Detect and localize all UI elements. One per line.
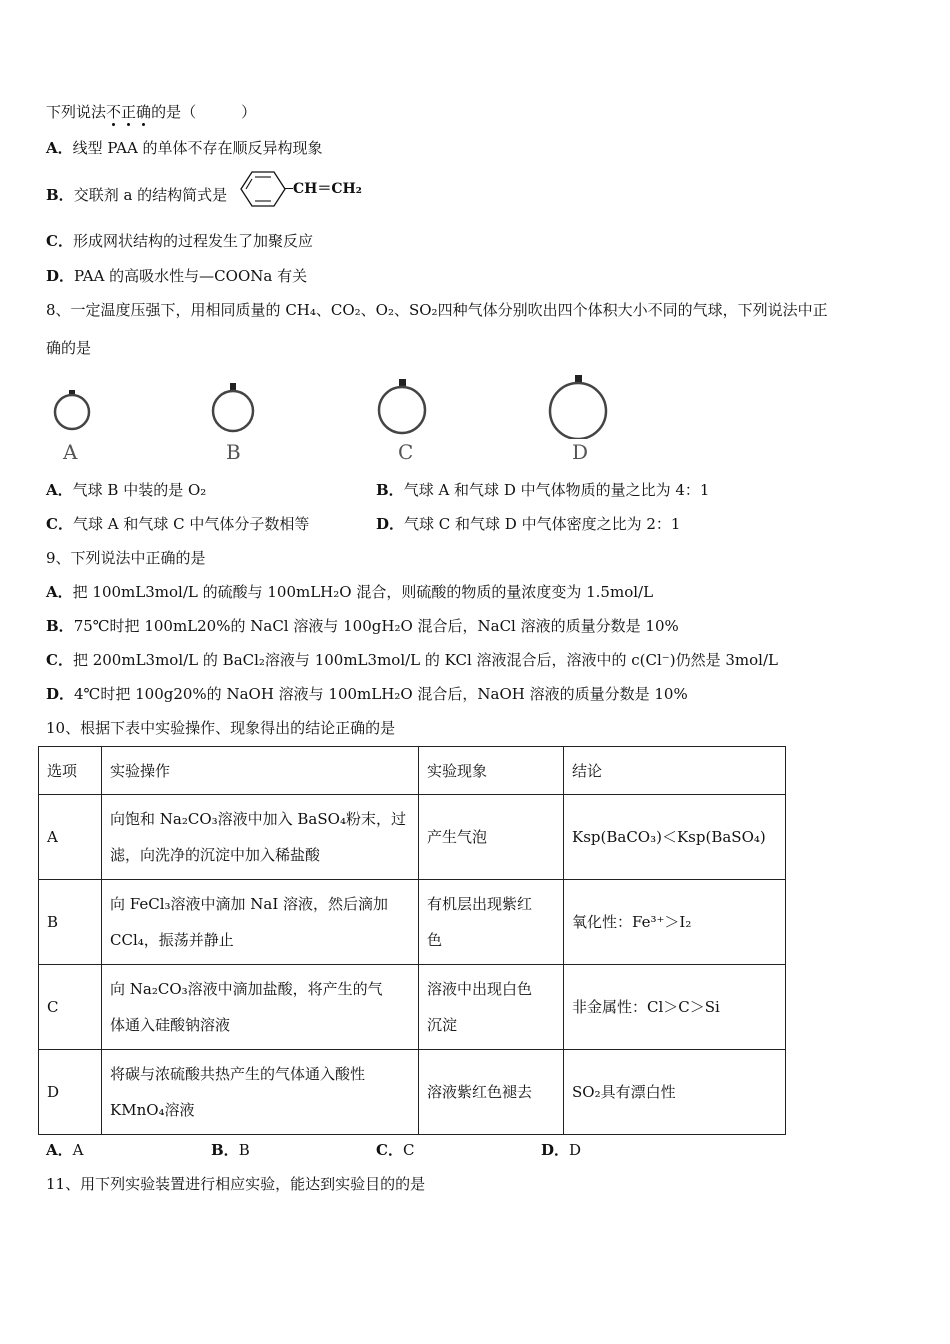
table-row: [39, 795, 786, 880]
row-option: C: [39, 965, 102, 1050]
table-row: [39, 965, 786, 1050]
balloon-d-label: D: [572, 440, 589, 464]
q9-option-d: D．4℃时把 100g20%的 NaOH 溶液与 100mLH₂O 混合后，NaOH 溶液的质量分数是 10%: [46, 685, 688, 703]
row-conclusion: SO₂具有漂白性: [564, 1050, 786, 1135]
balloon-c: [374, 376, 434, 436]
substituent-bond: [285, 188, 293, 189]
q7-option-b: B．交联剂 a 的结构简式是: [46, 186, 228, 204]
q10-stem: 10、根据下表中实验操作、现象得出的结论正确的是: [46, 719, 396, 737]
balloon-b-label: B: [226, 440, 241, 464]
row-option: A: [39, 795, 102, 880]
row-operation: 向 Na₂CO₃溶液中滴加盐酸，将产生的气 体通入硅酸钠溶液: [102, 965, 419, 1050]
row-operation: 向饱和 Na₂CO₃溶液中加入 BaSO₄粉末，过 滤，向洗净的沉淀中加入稀盐酸: [102, 795, 419, 880]
q8-option-b: B．气球 A 和气球 D 中气体物质的量之比为 4：1: [376, 481, 710, 499]
row-phenomenon: 有机层出现紫红 色: [419, 880, 564, 965]
table-row: [39, 1050, 786, 1135]
q7-option-a: A．线型 PAA 的单体不存在顺反异构现象: [46, 139, 323, 157]
q10-answer-d: D．D: [541, 1141, 582, 1159]
q10-answer-a: A．A: [46, 1141, 84, 1159]
q8-stem-line1: 8、一定温度压强下，用相同质量的 CH₄、CO₂、O₂、SO₂四种气体分别吹出四个体积大小不同的气球，下列说法中正: [46, 301, 828, 319]
row-conclusion: 非金属性：Cl＞C＞Si: [564, 965, 786, 1050]
row-operation: 将碳与浓硫酸共热产生的气体通入酸性 KMnO₄溶液: [102, 1050, 419, 1135]
balloon-a: [50, 386, 96, 436]
header-operation: 实验操作: [102, 747, 419, 795]
row-conclusion: Ksp(BaCO₃)＜Ksp(BaSO₄): [564, 795, 786, 880]
q10-table: [38, 746, 786, 1135]
q9-option-c: C．把 200mL3mol/L 的 BaCl₂溶液与 100mL3mol/L 的 KCl 溶液混合后，溶液中的 c(Cl⁻)仍然是 3mol/L: [46, 651, 778, 669]
balloon-a-label: A: [63, 440, 78, 464]
q7-option-c: C．形成网状结构的过程发生了加聚反应: [46, 232, 313, 250]
balloon-c-label: C: [398, 440, 414, 464]
table-header-row: [39, 747, 786, 795]
header-option: 选项: [39, 747, 102, 795]
row-phenomenon: 产生气泡: [419, 795, 564, 880]
header-conclusion: 结论: [564, 747, 786, 795]
row-option: D: [39, 1050, 102, 1135]
row-conclusion: 氧化性：Fe³⁺＞I₂: [564, 880, 786, 965]
q8-option-a: A．气球 B 中装的是 O₂: [46, 481, 207, 499]
row-phenomenon: 溶液紫红色褪去: [419, 1050, 564, 1135]
q8-option-c: C．气球 A 和气球 C 中气体分子数相等: [46, 515, 310, 533]
q8-stem-line2: 确的是: [46, 339, 92, 357]
q11-stem: 11、用下列实验装置进行相应实验，能达到实验目的的是: [46, 1175, 426, 1193]
q10-answer-c: C．C: [376, 1141, 415, 1159]
header-phenomenon: 实验现象: [419, 747, 564, 795]
q9-stem: 9、下列说法中正确的是: [46, 549, 206, 567]
row-phenomenon: 溶液中出现白色 沉淀: [419, 965, 564, 1050]
q7-option-d: D．PAA 的高吸水性与—COONa 有关: [46, 267, 308, 285]
q10-answer-b: B．B: [211, 1141, 250, 1159]
balloon-d: [544, 373, 614, 439]
row-option: B: [39, 880, 102, 965]
benzene-ring-structure: [240, 169, 288, 209]
balloon-b: [208, 380, 262, 436]
table-row: [39, 880, 786, 965]
row-operation: 向 FeCl₃溶液中滴加 NaI 溶液，然后滴加 CCl₄，振荡并静止: [102, 880, 419, 965]
q7-stem: 下列说法不正确的是（ ）: [46, 103, 257, 121]
vinyl-formula: CH＝CH₂: [293, 181, 362, 197]
q9-option-a: A．把 100mL3mol/L 的硫酸与 100mLH₂O 混合，则硫酸的物质的量浓度变为 1.5mol/L: [46, 583, 654, 601]
q8-option-d: D．气球 C 和气球 D 中气体密度之比为 2：1: [376, 515, 681, 533]
q9-option-b: B．75℃时把 100mL20%的 NaCl 溶液与 100gH₂O 混合后，NaCl 溶液的质量分数是 10%: [46, 617, 679, 635]
